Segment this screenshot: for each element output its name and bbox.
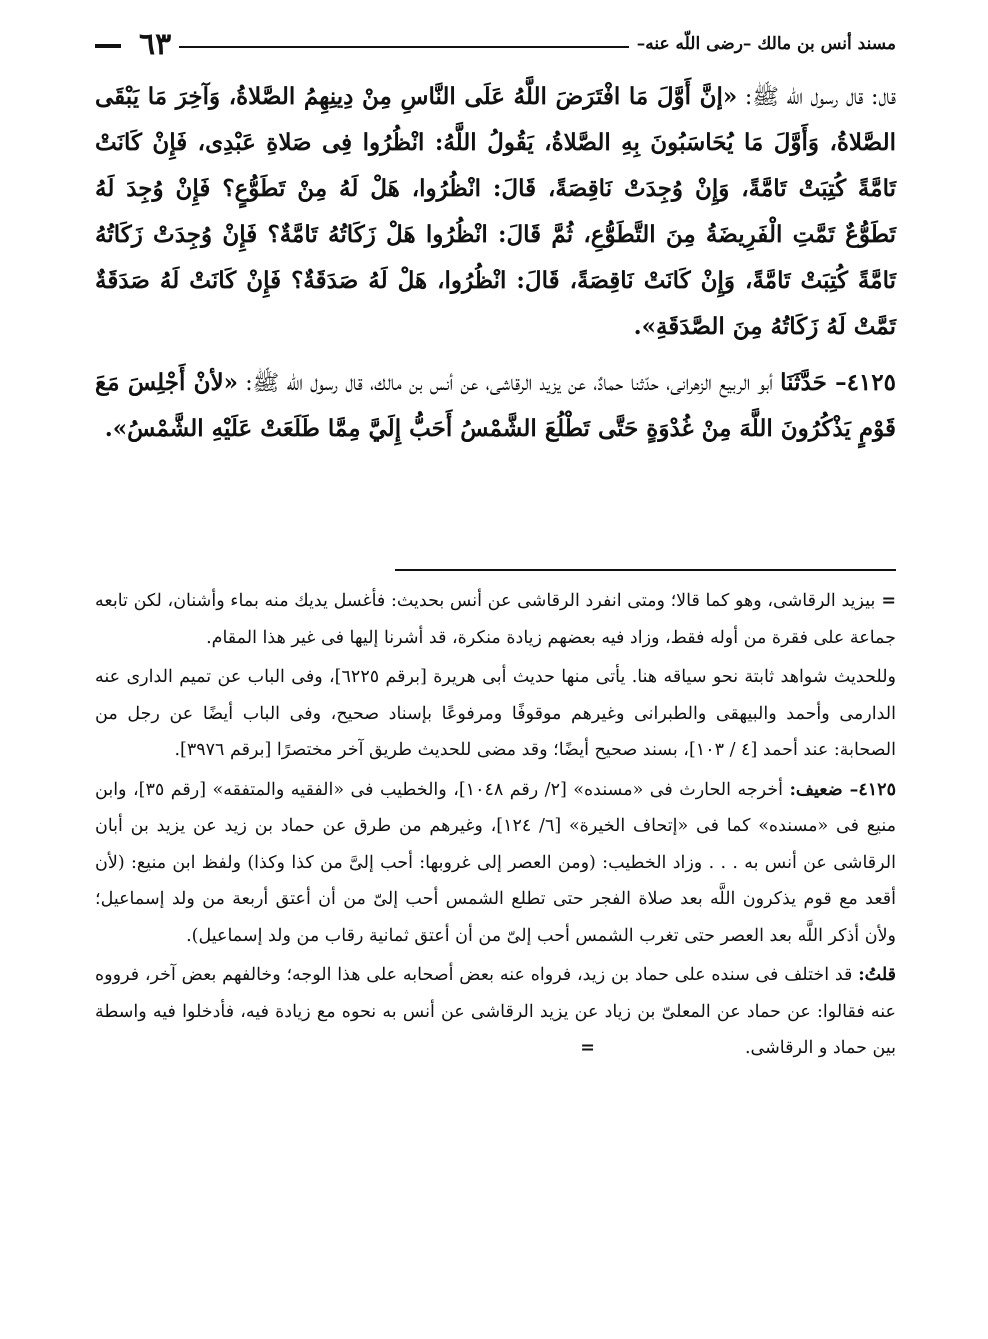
footnote-text: قد اختلف فى سنده على حماد بن زيد، فرواه عنه بعض أصحابه على هذا الوجه؛ وخالفهم بعض آخر، فرووه عنه فقالوا: عن حماد عن المعلىّ بن زياد عن يزيد الرقاشى عن أنس به نحوه مع زيادة فيه، فأدخلوا فيه واسطة بين حماد و الرقاشى. (95, 965, 896, 1058)
continuation-mark: = (580, 1038, 595, 1058)
header-title: مسند أنس بن مالك –رضى اللّه عنه– (629, 34, 896, 54)
hadith-isnad: أبو الربيع الزهرانى، حدّثنا حمادٌ، عن يزيد الرقاشى، عن أنس بن مالك، قال رسول اللّه ﷺ: (238, 371, 781, 396)
hadith-text: «لأنْ أَجْلِسَ مَعَ قَوْمٍ يَذْكُرُونَ اللَّهَ مِنْ غُدْوَةٍ حَتَّى تَطْلُعَ الشَّمْسُ أَحَبُّ إِلَيَّ مِمَّا طَلَعَتْ عَلَيْهِ الشَّمْسُ». (95, 369, 896, 442)
running-header (95, 28, 896, 68)
continuation-mark: = (881, 591, 896, 611)
hadith-text: «إنَّ أَوَّلَ مَا افْتَرَضَ اللَّهُ عَلَى النَّاسِ مِنْ دِينِهِمُ الصَّلاةُ، وَآخِرَ مَا يَبْقَى الصَّلاةُ، وَأَوَّلَ مَا يُحَاسَبُونَ بِهِ الصَّلاةُ، يَقُولُ اللَّهُ: انْظُرُوا فِى صَلاةِ عَبْدِى، فَإِنْ كَانَتْ تَامَّةً كُتِبَتْ تَامَّةً، وَإِنْ وُجِدَتْ نَاقِصَةً، قَالَ: انْظُرُوا، هَلْ لَهُ مِنْ تَطَوُّعٍ؟ فَإِنْ وُجِدَ لَهُ تَطَوُّعٌ تَمَّتِ الْفَرِيضَةُ مِنَ التَّطَوُّعِ، ثُمَّ قَالَ: انْظُرُوا هَلْ زَكَاتُهُ تَامَّةٌ؟ فَإِنْ وُجِدَتْ زَكَاتُهُ تَامَّةً كُتِبَتْ تَامَّةً، وَإِنْ كَانَتْ نَاقِصَةً، قَالَ: انْظُرُوا، هَلْ لَهُ صَدَقَةٌ؟ فَإِنْ كَانَتْ لَهُ صَدَقَةٌ تَمَّتْ لَهُ زَكَاتُهُ مِنَ الصَّدَقَةِ». (95, 83, 896, 340)
main-text (95, 74, 896, 462)
footnote-paragraph (95, 659, 896, 769)
footnote-text: وللحديث شواهد ثابتة نحو سياقه هنا. يأتى منها حديث أبى هريرة [برقم ٦٢٢٥]، وفى الباب عن تميم الدارى عنه الدارمى وأحمد والبيهقى والطبرانى وغيرهم موقوفًا ومرفوعًا بإسناد صحيح، وفى الباب أيضًا عن رجل من الصحابة: عند أحمد [٤ / ١٠٣]، بسند صحيح أيضًا؛ وقد مضى للحديث طريق آخر مختصرًا [برقم ٣٩٧٦]. (95, 667, 896, 760)
page-number-dash (95, 44, 121, 47)
hadith-paragraph-2 (95, 360, 896, 452)
footnote-separator (395, 569, 896, 571)
footnote-label: ٤١٢٥– ضعيف: (789, 779, 896, 800)
footnote-4125 (95, 772, 896, 955)
footnote-label: قلتُ: (858, 965, 896, 985)
footnote-text: أخرجه الحارث فى «مسنده» [٢/ رقم ١٠٤٨]، والخطيب فى «الفقيه والمتفقه» [رقم ٣٥]، وابن منيع فى «مسنده» كما فى «إتحاف الخيرة» [٦/ ١٢٤]، وغيرهم من طرق عن حماد بن زيد عن يزيد بن أبان الرقاشى عن أنس به . . . وزاد الخطيب: (ومن العصر إلى غروبها: أحب إلىَّ من كذا وكذا) ولفظ ابن منيع: (لأن أقعد مع قوم يذكرون اللَّه بعد صلاة الفجر حتى تطلع الشمس أحب إلىّ من أن أعتق أربعة من ولد إسماعيل؛ ولأن أذكر اللَّه بعد العصر حتى تغرب الشمس أحب إلىّ من أن أعتق ثمانية رقاب من ولد إسماعيل). (95, 779, 896, 946)
footnote-text: بيزيد الرقاشى، وهو كما قالا؛ ومتى انفرد الرقاشى عن أنس بحديث: فأغسل يديك منه بماء وأشنان، لكن تابعه جماعة على فقرة من أوله فقط، وزاد فيه بعضهم زيادة منكرة، قد أشرنا إليها فى غير هذا المقام. (95, 591, 896, 648)
footnotes (95, 583, 896, 1070)
hadith-number: ٤١٢٥– حَدَّثَنَا (780, 369, 896, 396)
footnote-note (95, 957, 896, 1067)
footnote-continuation (95, 583, 896, 656)
hadith-paragraph-1 (95, 74, 896, 350)
hadith-intro: قال: قال رسول اللّه ﷺ: (737, 85, 896, 110)
page-number: ٦٣ (131, 28, 179, 62)
